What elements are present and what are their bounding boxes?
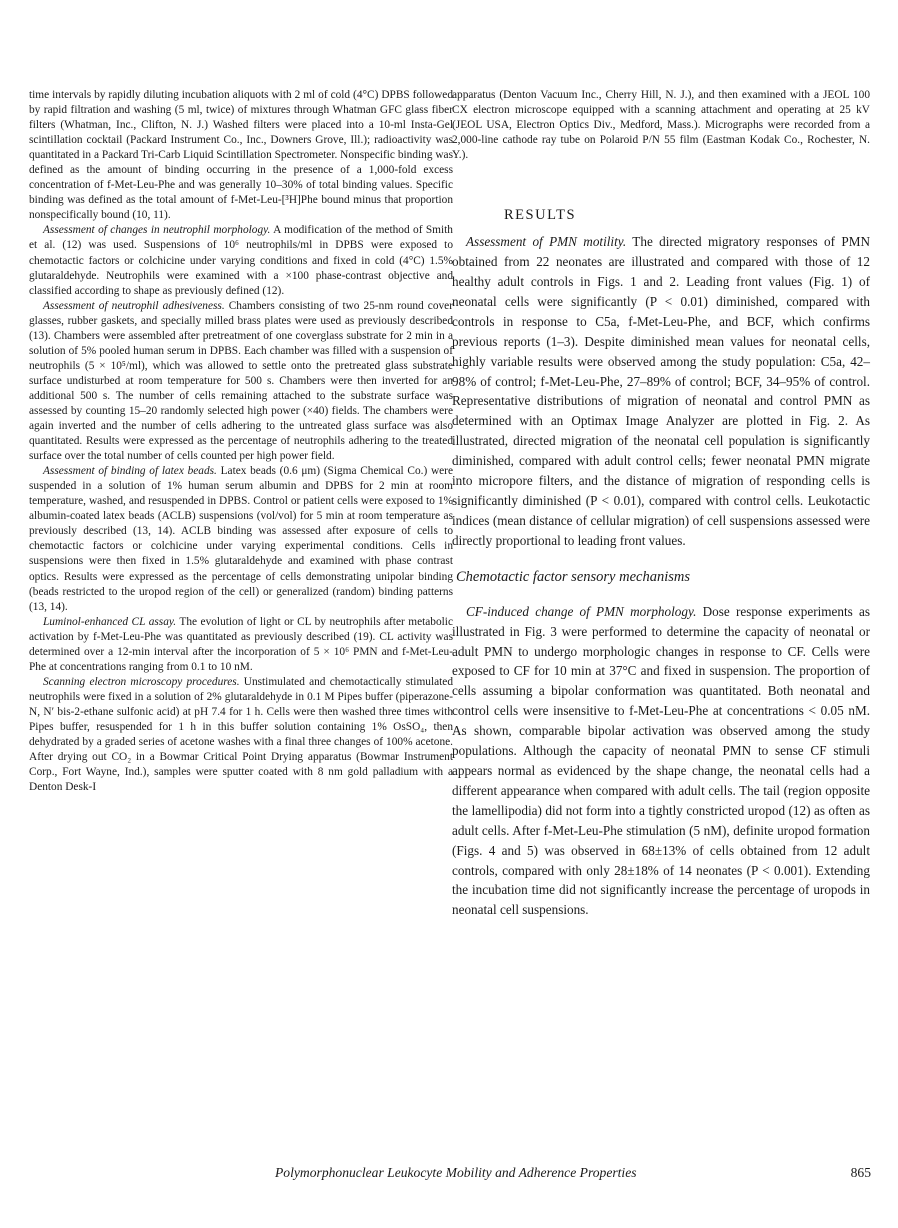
running-title: Polymorphonuclear Leukocyte Mobility and Adherence Properties: [275, 1165, 637, 1180]
paragraph-lead: Assessment of binding of latex beads.: [43, 465, 217, 478]
paragraph-body: Chambers consisting of two 25-nm round cover glasses, rubber gaskets, and specially milled brass plates were used as previously described (13). Chambers were assembled after pretreatment of one coverglass substrate for 2 min in a solution of 5% pooled human serum in DPBS. Each chamber was filled with a suspension of neutrophils (5 × 10⁵/ml), which was allowed to settle onto the pretreated glass substrate surface undisturbed at room temperature for 500 s. Chambers were then inverted for an additional 500 s. The number of cells remaining attached to the substrate surface was assessed by counting 15–20 randomly selected high power (×40) fields. The chambers were again inverted and the number of cells adhering to the untreated glass surface was also quantitated. Results were expressed as the percentage of neutrophils adhering to the treated surface over the total number of cells counted per high power field.: [29, 299, 453, 463]
paragraph-body: Unstimulated and chemotactically stimulated neutrophils were fixed in a solution of 2% glutaraldehyde in 0.1 M Pipes buffer (piperazone-N, N′ bis-2-ethane sulfonic acid) at pH 7.4 for 1 h. Cells were then washed three times with Pipes buffer, resuspended for 1 h in this buffer solution containing 1% OsSO₄, then dehydrated by a graded series of acetone washes with a final three changes of 100% acetone. After drying out CO₂ in a Bowmar Critical Point Drying apparatus (Bowmar Instrument Corp., Fort Wayne, Ind.), samples were sputter coated with 8 nm gold palladium with a Denton Desk-I: [29, 675, 453, 794]
paragraph-lead: Scanning electron microscopy procedures.: [43, 675, 240, 688]
methods-paragraph-sem: [29, 675, 453, 795]
section-subheading: Chemotactic factor sensory mechanisms: [456, 568, 690, 585]
paragraph-lead: Assessment of neutrophil adhesiveness.: [43, 299, 225, 312]
paragraph-body: Latex beads (0.6 μm) (Sigma Chemical Co.) were suspended in a solution of 1% human serum albumin and DPBS for 2 min at room temperature, washed, and resuspended in DPBS. Control or patient cells were exposed to 1% albumin-coated latex beads (ACLB) suspensions (vol/vol) for 5 min at room temperature as previously described (13, 14). ACLB binding was assessed after exposure of cells to chemotactic factors or colchicine under varying experimental conditions. Cells in suspensions were then fixed in 1.5% glutaraldehyde and examined with phase contrast optics. Results were expressed as the percentage of cells demonstrating unipolar binding (beads restricted to the uropod region of the cell) or generalized (random) binding patterns (13, 14).: [29, 465, 453, 613]
methods-paragraph-latex-beads: [29, 464, 453, 614]
paragraph-lead: Luminol-enhanced CL assay.: [43, 615, 177, 628]
page-number: 865: [850, 1165, 871, 1180]
right-column: [452, 88, 870, 920]
paragraph-body: The evolution of light or CL by neutrophils after metabolic activation by f-Met-Leu-Phe was quantitated as previously described (19). CL activity was determined over a 12-min interval after the incorporation of 5 × 10⁶ PMN and f-Met-Leu-Phe at concentrations ranging from 0.1 to 10 nM.: [29, 615, 453, 673]
methods-paragraph-cl-assay: [29, 615, 453, 675]
methods-paragraph-morphology: [29, 223, 453, 298]
paragraph-lead: Assessment of PMN motility.: [466, 234, 627, 250]
methods-paragraph-binding: time intervals by rapidly diluting incubation aliquots with 2 ml of cold (4°C) DPBS followed by rapid filtration and washing (5 ml, twice) of mixtures through Whatman GFC glass fiber filters (Whatman, Inc., Clifton, N. J.) Washed filters were placed into a 10-ml Insta-Gel scintillation cocktail (Packard Instrument Co., Inc., Downers Grove, Ill.); radioactivity was quantitated in a Packard Tri-Carb Liquid Scintillation Spectrometer. Nonspecific binding was defined as the amount of binding occurring in the presence of a 1,000-fold excess concentration of f-Met-Leu-Phe and was generally 10–30% of total binding values. Specific binding was defined as the total amount of f-Met-Leu-[³H]Phe bound minus that proportion nonspecifically bound (10, 11).: [29, 89, 453, 222]
methods-paragraph-adhesiveness: [29, 299, 453, 465]
paragraph-lead: Assessment of changes in neutrophil morphology.: [43, 224, 271, 237]
results-heading: RESULTS: [504, 207, 577, 224]
results-paragraph-morphology: [452, 602, 870, 921]
paragraph-body: A modification of the method of Smith et al. (12) was used. Suspensions of 10⁶ neutrophils/ml in DPBS were exposed to chemotactic factors or colchicine under varying conditions and fixed in cold (4°C) 1.5% glutaraldehyde. Neutrophils were examined with a ×100 phase-contrast objective and classified according to shape as previously defined (12).: [29, 224, 453, 297]
paragraph-body: Dose response experiments as illustrated in Fig. 3 were performed to determine the capacity of neonatal or adult PMN to undergo morphologic changes in response to CF. Cells were exposed to CF for 10 min at 37°C and fixed in suspension. The proportion of cells assuming a bipolar conformation was quantitated. Both neonatal and control cells were insensitive to f-Met-Leu-Phe at concentrations < 0.05 nM. As shown, comparable bipolar activation was observed among the study populations. Although the capacity of neonatal PMN to sense CF stimuli appears normal as evidenced by the shape change, the neonatal cells had a different appearance when compared with adult cells. The tail (region opposite the lamellipodia) did not form into a tightly constricted uropod (12) as often as adult cells. After f-Met-Leu-Phe stimulation (5 nM), definite uropod formation (Figs. 4 and 5) was observed in 68±13% of cells obtained from 12 adult controls, compared with only 28±18% of 14 neonates (P < 0.001). Extending the incubation time did not significantly increase the percentage of uropods in neonatal cell suspensions.: [452, 603, 870, 918]
left-column: [29, 88, 453, 795]
paragraph-lead: CF-induced change of PMN morphology.: [466, 603, 697, 619]
methods-paragraph-continued: apparatus (Denton Vacuum Inc., Cherry Hill, N. J.), and then examined with a JEOL 100 CX electron microscope equipped with a scanning attachment and operating at 25 kV (JEOL USA, Electron Optics Div., Medford, Mass.). Micrographs were recorded from a 2,000-line cathode ray tube on Polaroid P/N 55 film (Eastman Kodak Co., Rochester, N. Y.).: [452, 89, 870, 162]
results-paragraph-motility: [452, 232, 870, 551]
page-footer: [275, 1165, 871, 1181]
paragraph-body: The directed migratory responses of PMN obtained from 22 neonates are illustrated and compared with those of 12 healthy adult controls in Figs. 1 and 2. Leading front values (Fig. 1) of neonatal cells were significantly (P < 0.01) diminished, compared with controls in response to C5a, f-Met-Leu-Phe, and BCF, which confirms previous reports (1–3). Despite diminished mean values for neonatal cells, highly variable results were observed among the study population: C5a, 42–98% of control; f-Met-Leu-Phe, 27–89% of control; BCF, 34–95% of control. Representative distributions of migration of neonatal and control PMN as determined with an Optimax Image Analyzer are plotted in Fig. 2. As illustrated, directed migration of the neonatal cell population is significantly diminished, compared with adult control cells; fewer neonatal PMN migrate into micropore filters, and the distance of migration of responding cells is significantly diminished (P < 0.01), compared with control cells. Leukotactic indices (mean distance of cellular migration) of cell suspensions assessed were directly proportional to leading front values.: [452, 234, 870, 548]
